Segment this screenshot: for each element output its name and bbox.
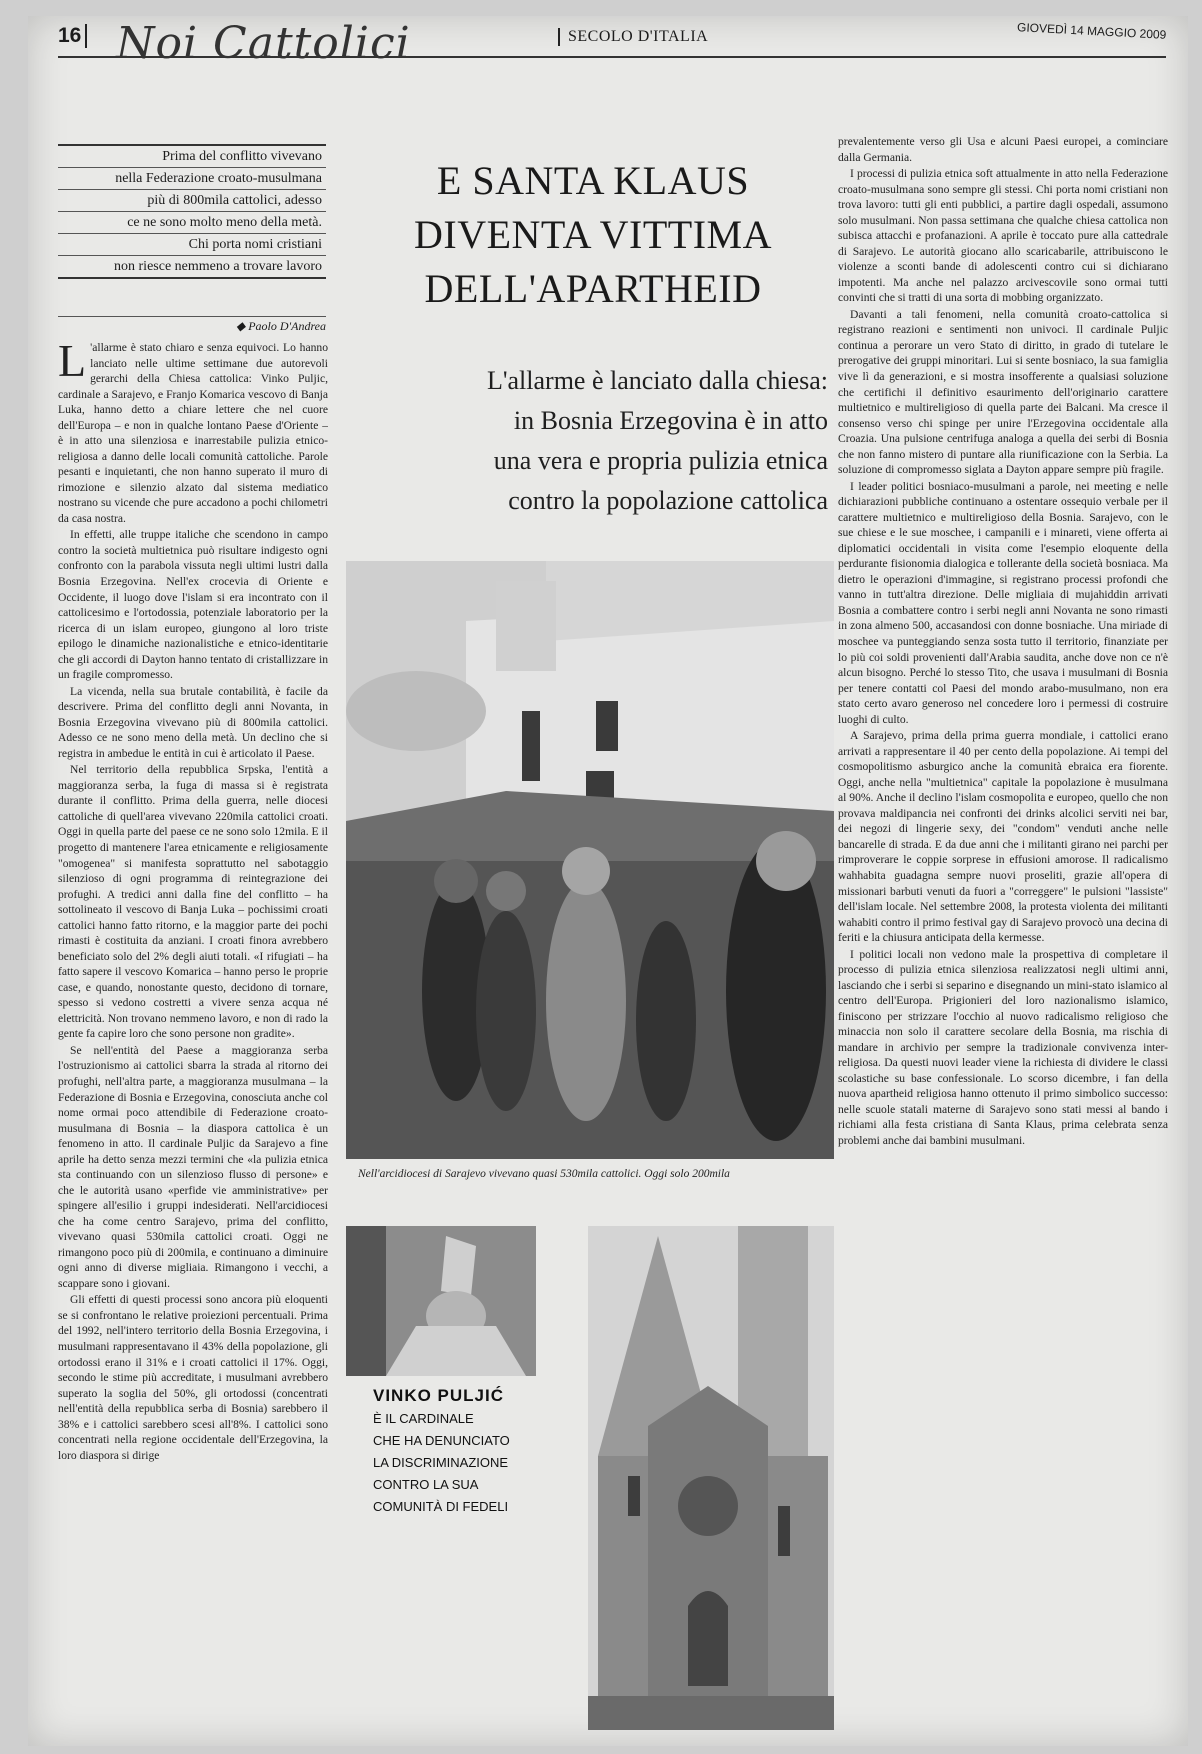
church-photo <box>588 1226 834 1730</box>
newspaper-name: SECOLO D'ITALIA <box>558 28 708 46</box>
paragraph: Se nell'entità del Paese a maggioranza serba l'ostruzionismo ai cattolici sbarra la strada al ritorno dei profughi, nell'altra parte, a maggioranza musulmana – la Federazione di Bosnia e Erzegovina, conosciuta anche col nome ormai poco attendibile di Federazione croato-musulmana di Bosnia – la diaspora cattolica è un fenomeno in atto. Il cardinale Puljic da Sarajevo a fine aprile ha detto senza mezzi termini che «la pulizia etnica sta continuando con un silenzioso flusso di persone» e che le autorità usano «perfide vie amministrative» per spingere all'esilio i gruppi indesiderati. Nell'arcidiocesi che ha come centro Sarajevo, prima del conflitto, vivevano quasi 530mila cattolici croati. Oggi ne rimangono poco più di 200mila, e continuano a diminuire ogni anno di diverse migliaia. Rimangono i vecchi, a scappare sono i giovani. <box>58 1043 328 1290</box>
photo-caption: Nell'arcidiocesi di Sarajevo vivevano quasi 530mila cattolici. Oggi solo 200mila <box>358 1168 730 1180</box>
article-column-3 <box>838 134 1168 1734</box>
paragraph: 'allarme è stato chiaro e senza equivoci. Lo hanno lanciato nelle ultime settimane due autorevoli gerarchi della Chiesa cattolica: Vinko Puljic, cardinale a Sarajevo, e Franjo Komarica vescovo di Banja Luka, hanno detto a chiare lettere che nel cuore dell'Europa – e non in qualche lontano Paese d'Oriente – è in atto una silenziosa e inarrestabile pulizia etnico-religiosa a danno delle locali comunità cattoliche. Parole pesanti e inquietanti, che non hanno superato il muro di rimozione e silenzio alzato dal sistema mediatico nostrano su vicende che pure accadono a pochi chilometri da casa nostra. <box>58 341 328 525</box>
summary-blurb <box>58 144 326 279</box>
deck-line: contro la popolazione cattolica <box>508 486 828 515</box>
paragraph: Davanti a tali fenomeni, nella comunità croato-cattolica si registrano reazioni e sentimenti non univoci. Il cardinale Puljic continua a perorare un vero Stato di diritto, in grado di tutelare le prerogative dei gruppi minoritari. Lui si sente bosniaco, la sua famiglia vive lì da generazioni, e si mostra insofferente a qualsiasi soluzione che certifichi il definitivo esaurimento dell'originario carattere multietnico e multireligioso di quella parte dei Balcani. Ma cresce il consenso verso chi spinge per unire l'Erzegovina occidentale alla Croazia. Una pulsione centrifuga analoga a quella dei serbi di Bosnia che non fanno mistero di puntare alla riunificazione con la Serbia. La soluzione di compromesso siglata a Dayton appare sempre più fragile. <box>838 307 1168 477</box>
header-rule <box>58 56 1166 58</box>
street-photo-illustration <box>346 561 834 1159</box>
paragraph: prevalentemente verso gli Usa e alcuni Paesi europei, a cominciare dalla Germania. <box>838 135 1168 164</box>
drop-cap: L <box>58 340 87 386</box>
paragraph: Nel territorio della repubblica Srpska, l'entità a maggioranza serba, la fuga di massa si è registrata durante il conflitto. Prima della guerra, nelle diocesi cattoliche di quell'area vivevano 220mila cattolici croati. Oggi in quella parte del paese ce ne sono solo 12mila. E il progetto di mantenere l'area etnicamente e religiosamente "omogenea" si manifesta soprattutto nel sabotaggio silenzioso di ogni programma di reintegrazione dei profughi. A tredici anni dalla fine del conflitto – ha sottolineato il vescovo di Banja Luka – pochissimi croati cattolici hanno fatto ritorno, e la maggior parte dei pochi rimasti è costituita da anziani. I croati finora avrebbero beneficiato solo del 2% degli aiuti totali. «I rifugiati – ha fatto sapere il vescovo Komarica – hanno perso le proprie case, e quando, nonostante questo, decidono di tornare, spesso si vedono costretti a vivere senza acqua né elettricità. Non trovano nemmeno lavoro, e non di rado la gente fa capire loro che sono persone non gradite». <box>58 763 328 1041</box>
deck-line: in Bosnia Erzegovina è in atto <box>513 406 828 435</box>
callout-name: VINKO PULJIĆ <box>373 1386 505 1405</box>
deck-line: L'allarme è lanciato dalla chiesa: <box>486 366 828 395</box>
callout-line: CHE HA DENUNCIATO <box>373 1433 510 1448</box>
church-photo-illustration <box>588 1226 834 1730</box>
callout-line: LA DISCRIMINAZIONE <box>373 1455 509 1470</box>
article-column-1 <box>58 340 328 1734</box>
paragraph: Gli effetti di questi processi sono ancora più eloquenti se si confrontano le relative proiezioni percentuali. Prima del 1992, nell'intero territorio della Bosnia Erzegovina, i musulmani rappresentavano il 43% della popolazione, gli ortodossi erano il 31% e i croati cattolici il 17%. Oggi, secondo le stime più accreditate, i musulmani avrebbero superato la soglia del 50%, gli ortodossi (concentrati nell'entità della repubblica serba di Bosnia) sarebbero il 38% e i cattolici sarebbero scesi all'8%. I cattolici sono concentrati nella regione occidentale dell'Erzegovina, la loro diaspora si dirige <box>58 1293 328 1462</box>
headline-line: DELL'APARTHEID <box>424 266 762 311</box>
subheadline <box>358 361 828 521</box>
headline <box>358 154 828 316</box>
paragraph: I leader politici bosniaco-musulmani a parole, nei meeting e nelle dichiarazioni pubbliche continuano a ostentare ossequio verbale per il carattere multietnico e multireligioso della Bosnia. Sarajevo, con le sue chiese e le sue moschee, i campanili e i minareti, viene offerta ai diplomatici occidentali in visita come l'esempio eloquente della perdurante fisionomia dialogica e tollerante della società bosniaca. Ma dietro le operazioni d'immagine, si registrano processi profondi che vanno in tutt'altra direzione. Delle migliaia di mujahiddin arrivati Bosnia a combattere contro i serbi negli anni Novanta ne sono rimasti in zona almeno 500, accasandosi con donne bosniache. Una miriade di moschee va punteggiando senza sosta tutto il territorio, finanziate per lo più coi soldi provenienti dall'Arabia saudita, anche dove non ce n'è alcun bisogno. Perché lo stesso Tito, che usava i musulmani di Bosnia per tenere contatti col Paesi del mondo arabo-musulmano, non era stato certo avaro generoso nel concedere loro i permessi di costruire luoghi di culto. <box>838 479 1168 726</box>
paragraph: I processi di pulizia etnica soft attualmente in atto nella Federazione croato-musulmana sono sempre gli stessi. Chi porta nomi cristiani non trova lavoro: tutti gli enti pubblici, a partire dagli ospedali, assumono solo musulmani. Non passa settimana che qualche chiesa cattolica non subisca attacchi e profanazioni. A aprile è toccato pure alla cattedrale di Sarajevo. Le autorità giocano allo scaricabarile, attribuiscono le violenze a sconti bande di adolescenti contro cui si dichiarano impotenti. Ma anche nel palazzo arcivescovile sono ormai tutti convinti che si tratti di una sorta di mobbing organizzato. <box>838 167 1168 305</box>
blurb-line: ce ne sono molto meno della metà. <box>58 212 326 234</box>
newspaper-page <box>28 16 1188 1746</box>
cardinal-callout <box>373 1386 573 1518</box>
blurb-line: Chi porta nomi cristiani <box>58 234 326 256</box>
headline-line: DIVENTA VITTIMA <box>414 212 772 257</box>
blurb-line: nella Federazione croato-musulmana <box>58 168 326 190</box>
paragraph: I politici locali non vedono male la prospettiva di completare il processo di pulizia etnica silenziosa realizzatosi negli ultimi anni, lasciando che i serbi si separino e disegnando un mini-stato islamico al centro dell'Europa. Prigionieri del loro nazionalismo islamico, finiscono per strizzare l'occhio al nuovo radicalismo religioso che minaccia non solo il carattere secolare della Bosnia, ma rischia di mandare in archivio per sempre la tradizionale convivenza inter-religiosa. Da questi nuovi leader viene la richiesta di dividere le classi scolastiche su base confessionale. Lo scorso dicembre, i fan della nuova apartheid religiosa hanno ottenuto il primo simbolico successo: nelle scuole statali materne di Sarajevo sono stati messi al bando i richiami alla festa cristiana di Santa Klaus, prima celebrata senza problemi anche dai bambini musulmani. <box>838 947 1168 1147</box>
author-byline: ◆ Paolo D'Andrea <box>58 316 326 334</box>
blurb-line: non riesce nemmeno a trovare lavoro <box>114 259 322 274</box>
page-number: 16 <box>58 24 87 48</box>
paragraph: La vicenda, nella sua brutale contabilità, è facile da descrivere. Prima del conflitto degli anni Novanta, in Bosnia Erzegovina vivevano più di 800mila cattolici. Adesso ce ne sono meno della metà. Un declino che si registra in ambedue le entità in cui è articolato il Paese. <box>58 684 328 760</box>
callout-line: CONTRO LA SUA <box>373 1477 479 1492</box>
issue-date: GIOVEDÌ 14 MAGGIO 2009 <box>1016 20 1167 42</box>
headline-line: E SANTA KLAUS <box>436 158 750 203</box>
deck-line: una vera e propria pulizia etnica <box>493 446 828 475</box>
callout-line: COMUNITÀ DI FEDELI <box>373 1499 509 1514</box>
blurb-line: Prima del conflitto vivevano <box>58 146 326 168</box>
cardinal-photo-illustration <box>346 1226 536 1376</box>
blurb-line: più di 800mila cattolici, adesso <box>58 190 326 212</box>
cardinal-photo <box>346 1226 536 1376</box>
section-title: Noi Cattolici <box>116 18 411 69</box>
paragraph: A Sarajevo, prima della prima guerra mondiale, i cattolici erano arrivati a rappresentare il 40 per cento della popolazione. Ai tempi del cosmopolitismo asburgico anche la comunità ebraica era fiorente. Oggi, anche nella "multietnica" capitale la popolazione è musulmana al 90%. Anche il declino l'islam cosmopolita e europeo, quello che non provava maldipancia nei confronti dei drinks alcolici serviti nei bar, dei negozi di lingerie sexy, dei "condom" venduti anche nelle bancarelle di strada. E da due anni che i militanti girano nei parchi per rimproverare le coppie sorprese in effusioni amorose. Il radicalismo wahhabita guadagna sempre nuovi proseliti, grazie all'opera di missionari barbuti venuti da fuori a "correggere" le pulsioni "lassiste" dell'islam locale. Nel settembre 2008, la protesta violenta dei militanti wahabiti contro il primo festival gay di Sarajevo provocò una decina di feriti e la chiusura anticipata della kermesse. <box>838 729 1168 945</box>
street-photo <box>346 561 834 1159</box>
callout-line: È IL CARDINALE <box>373 1411 474 1426</box>
paragraph: In effetti, alle truppe italiche che scendono in campo contro la società multietnica può risultare indigesto ogni confronto con la parabola vissuta negli ultimi lustri dalla Bosnia Erzegovina. Nell'ex crocevia di Oriente e Occidente, il luogo dove l'islam si era incontrato con il cattolicesimo e l'ortodossia, potenziale laboratorio per la ricerca di un islam europeo, giungono al loro triste epilogo le dinamiche nazionalistiche e etnico-identitarie che gli accordi di Dayton hanno tentato di cristallizzare in un fragile compromesso. <box>58 528 328 682</box>
